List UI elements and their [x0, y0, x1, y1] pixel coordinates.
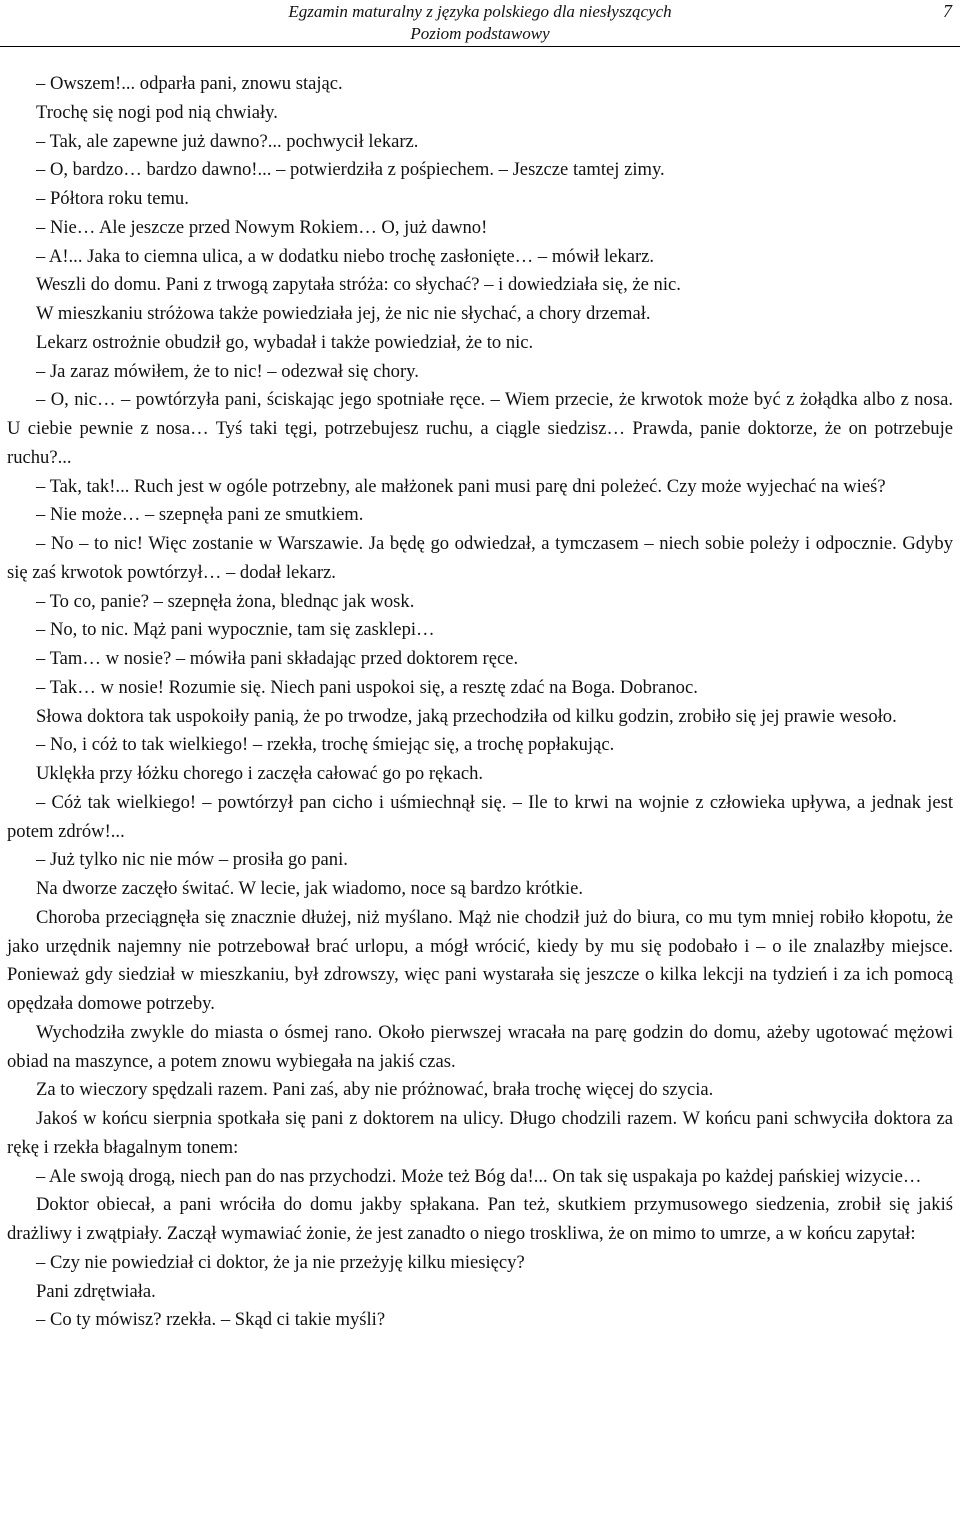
paragraph: – Co ty mówisz? rzekła. – Skąd ci takie myśli?: [36, 1309, 386, 1331]
paragraph: Choroba przeciągnęła się znacznie dłużej, niż myślano. Mąż nie chodził już do biura, co mu tym mniej robiło kłopotu, że jako urzędnik najemny nie potrzebował brać urlopu, a mógł wrócić, kiedy by mu się podobało i – o ile znalazłby miejsce. Ponieważ gdy siedział w mieszkaniu, był zdrowszy, więc pani wystarała się jeszcze o kilka lekcji na tydzień i za ich pomocą opędzała domowe potrzeby.: [7, 906, 953, 1014]
paragraph: – Tak, ale zapewne już dawno?... pochwycił lekarz.: [36, 130, 419, 152]
paragraph: Słowa doktora tak uspokoiły panią, że po trwodze, jaką przechodziła od kilku godzin, zrobiło się jej prawie wesoło.: [36, 705, 897, 727]
paragraph: – Owszem!... odparła pani, znowu stając.: [36, 73, 343, 94]
paragraph: – No – to nic! Więc zostanie w Warszawie. Ja będę go odwiedzał, a tymczasem – niech sobie poleży i odpocznie. Gdyby się zaś krwotok powtórzył… – dodał lekarz.: [7, 533, 953, 583]
paragraph: Pani zdrętwiała.: [36, 1280, 156, 1302]
paragraph: – To co, panie? – szepnęła żona, blednąc jak wosk.: [36, 590, 415, 612]
paragraph: – Nie może… – szepnęła pani ze smutkiem.: [36, 504, 364, 526]
paragraph: – Półtora roku temu.: [36, 188, 189, 209]
paragraph: Weszli do domu. Pani z trwogą zapytała stróża: co słychać? – i dowiedziała się, że nic.: [36, 274, 681, 296]
paragraph: Na dworze zaczęło świtać. W lecie, jak wiadomo, noce są bardzo krótkie.: [36, 878, 584, 899]
paragraph: Jakoś w końcu sierpnia spotkała się pani z doktorem na ulicy. Długo chodzili razem. W końcu pani schwyciła doktora za rękę i rzekła błagalnym tonem:: [7, 1108, 953, 1158]
paragraph: – Tak… w nosie! Rozumie się. Niech pani uspokoi się, a resztę zdać na Boga. Dobranoc.: [36, 676, 698, 698]
paragraph: – O, nic… – powtórzyła pani, ściskając jego spotniałe ręce. – Wiem przecie, że krwotok może być z żołądka albo z nosa. U ciebie pewnie z nosa… Tyś taki tęgi, potrzebujesz ruchu, a ciągle siedzisz… Prawda, panie doktorze, że on potrzebuje ruchu?...: [7, 389, 953, 468]
paragraph: – Cóż tak wielkiego! – powtórzył pan cicho i uśmiechnął się. – Ile to krwi na wojnie z człowieka upływa, a jednak jest potem zdrów!...: [7, 791, 953, 842]
paragraph: – Czy nie powiedział ci doktor, że ja nie przeżyję kilku miesięcy?: [36, 1251, 525, 1273]
paragraph: – Tam… w nosie? – mówiła pani składając przed doktorem ręce.: [36, 648, 519, 669]
paragraph: W mieszkaniu stróżowa także powiedziała jej, że nic nie słychać, a chory drzemał.: [36, 303, 651, 324]
page-header: [0, 0, 960, 47]
exam-level: Poziom podstawowy: [410, 24, 550, 43]
paragraph: Lekarz ostrożnie obudził go, wybadał i także powiedział, że to nic.: [36, 331, 534, 353]
paragraph: Uklękła przy łóżku chorego i zaczęła całować go po rękach.: [36, 763, 484, 784]
paragraph: – Ale swoją drogą, niech pan do nas przychodzi. Może też Bóg da!... On tak się uspakaja po każdej pańskiej wizycie…: [36, 1165, 922, 1187]
paragraph: – No, i cóż to tak wielkiego! – rzekła, trochę śmiejąc się, a trochę popłakując.: [36, 734, 615, 756]
paragraph: – A!... Jaka to ciemna ulica, a w dodatku niebo trochę zasłonięte… – mówił lekarz.: [36, 245, 655, 267]
paragraph: – Już tylko nic nie mów – prosiła go pani.: [36, 849, 348, 871]
page-number: 7: [943, 1, 952, 21]
paragraph: – Ja zaraz mówiłem, że to nic! – odezwał się chory.: [36, 360, 419, 382]
paragraph: Wychodziła zwykle do miasta o ósmej rano. Około pierwszej wracała na parę godzin do domu, ażeby ugotować mężowi obiad na maszynce, a potem znowu wybiegała na jakiś czas.: [7, 1021, 953, 1072]
paragraph: Doktor obiecał, a pani wróciła do domu jakby spłakana. Pan też, skutkiem przymusowego siedzenia, zrobił się jakiś drażliwy i zwątpiały. Zaczął wymawiać żonie, że jest zanadto o niego troskliwa, że on mimo to umrze, a w końcu zapytał:: [7, 1194, 953, 1244]
exam-title: Egzamin maturalny z języka polskiego dla niesłyszących: [288, 2, 672, 21]
paragraph: Trochę się nogi pod nią chwiały.: [36, 101, 278, 123]
document-body: [7, 70, 953, 1335]
paragraph: – Nie… Ale jeszcze przed Nowym Rokiem… O, już dawno!: [36, 216, 488, 238]
paragraph: Za to wieczory spędzali razem. Pani zaś, aby nie próżnować, brała trochę więcej do szycia.: [36, 1079, 714, 1101]
paragraph: – O, bardzo… bardzo dawno!... – potwierdziła z pośpiechem. – Jeszcze tamtej zimy.: [36, 159, 665, 181]
paragraph: – Tak, tak!... Ruch jest w ogóle potrzebny, ale małżonek pani musi parę dni poleżeć. Czy może wyjechać na wieś?: [36, 475, 886, 497]
paragraph: – No, to nic. Mąż pani wypocznie, tam się zasklepi…: [36, 619, 435, 641]
